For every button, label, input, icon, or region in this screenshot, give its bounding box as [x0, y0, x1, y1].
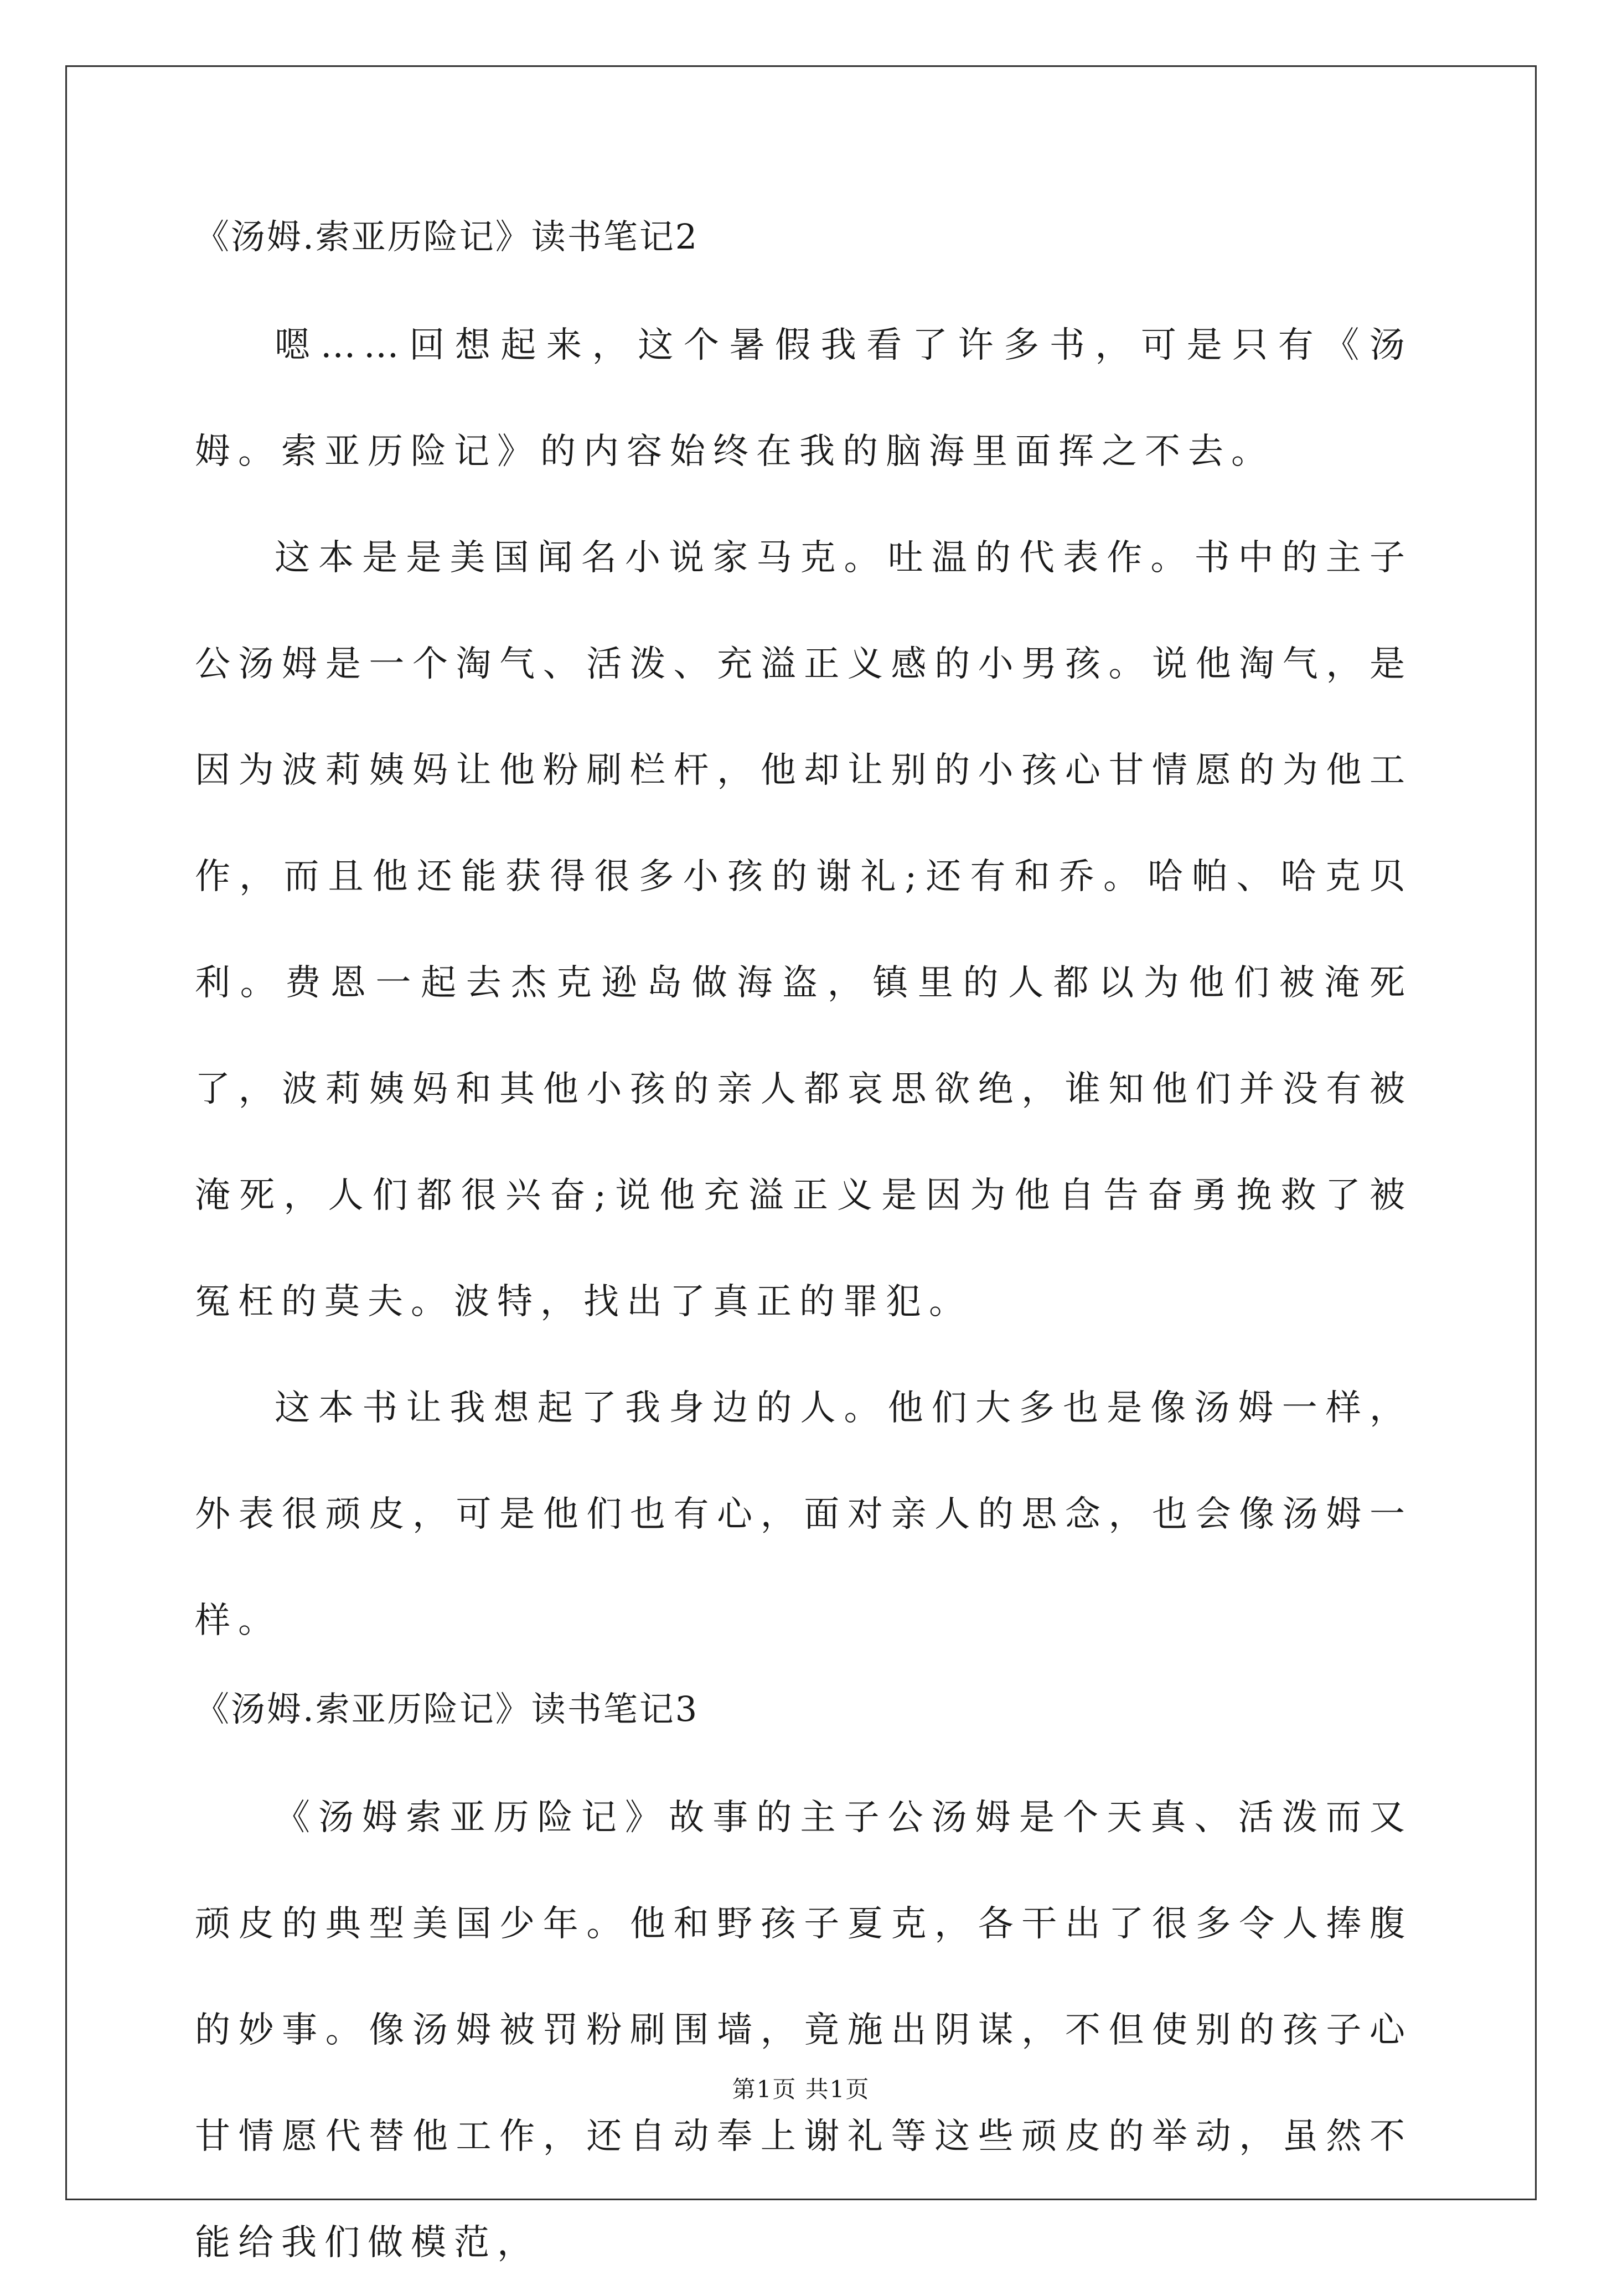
document-body	[195, 210, 1413, 2296]
section-heading: 《汤姆.索亚历险记》读书笔记3	[195, 1689, 699, 1729]
paragraph: 《汤姆索亚历险记》故事的主子公汤姆是个天真、活泼而又顽皮的典型美国少年。他和野孩子夏克，各干出了很多令人捧腹的妙事。像汤姆被罚粉刷围墙，竟施出阴谋，不但使别的孩子心甘情愿代替他工作，还自动奉上谢礼等这些顽皮的举动，虽然不能给我们做模范，	[195, 1797, 1413, 2263]
paragraph: 这本书让我想起了我身边的人。他们大多也是像汤姆一样，外表很顽皮，可是他们也有心，面对亲人的思念，也会像汤姆一样。	[195, 1388, 1413, 1641]
paragraph: 这本是是美国闻名小说家马克。吐温的代表作。书中的主子公汤姆是一个淘气、活泼、充溢正义感的小男孩。说他淘气，是因为波莉姨妈让他粉刷栏杆，他却让别的小孩心甘情愿的为他工作，而且他还能获得很多小孩的谢礼;还有和乔。哈帕、哈克贝利。费恩一起去杰克逊岛做海盗，镇里的人都以为他们被淹死了，波莉姨妈和其他小孩的亲人都哀思欲绝，谁知他们并没有被淹死，人们都很兴奋;说他充溢正义是因为他自告奋勇挽救了被冤枉的莫夫。波特，找出了真正的罪犯。	[195, 537, 1413, 1322]
paragraph: 嗯……回想起来，这个暑假我看了许多书，可是只有《汤姆。索亚历险记》的内容始终在我的脑海里面挥之不去。	[195, 325, 1413, 472]
section-heading: 《汤姆.索亚历险记》读书笔记2	[195, 216, 699, 257]
page-footer: 第1页 共1页	[732, 2076, 870, 2103]
